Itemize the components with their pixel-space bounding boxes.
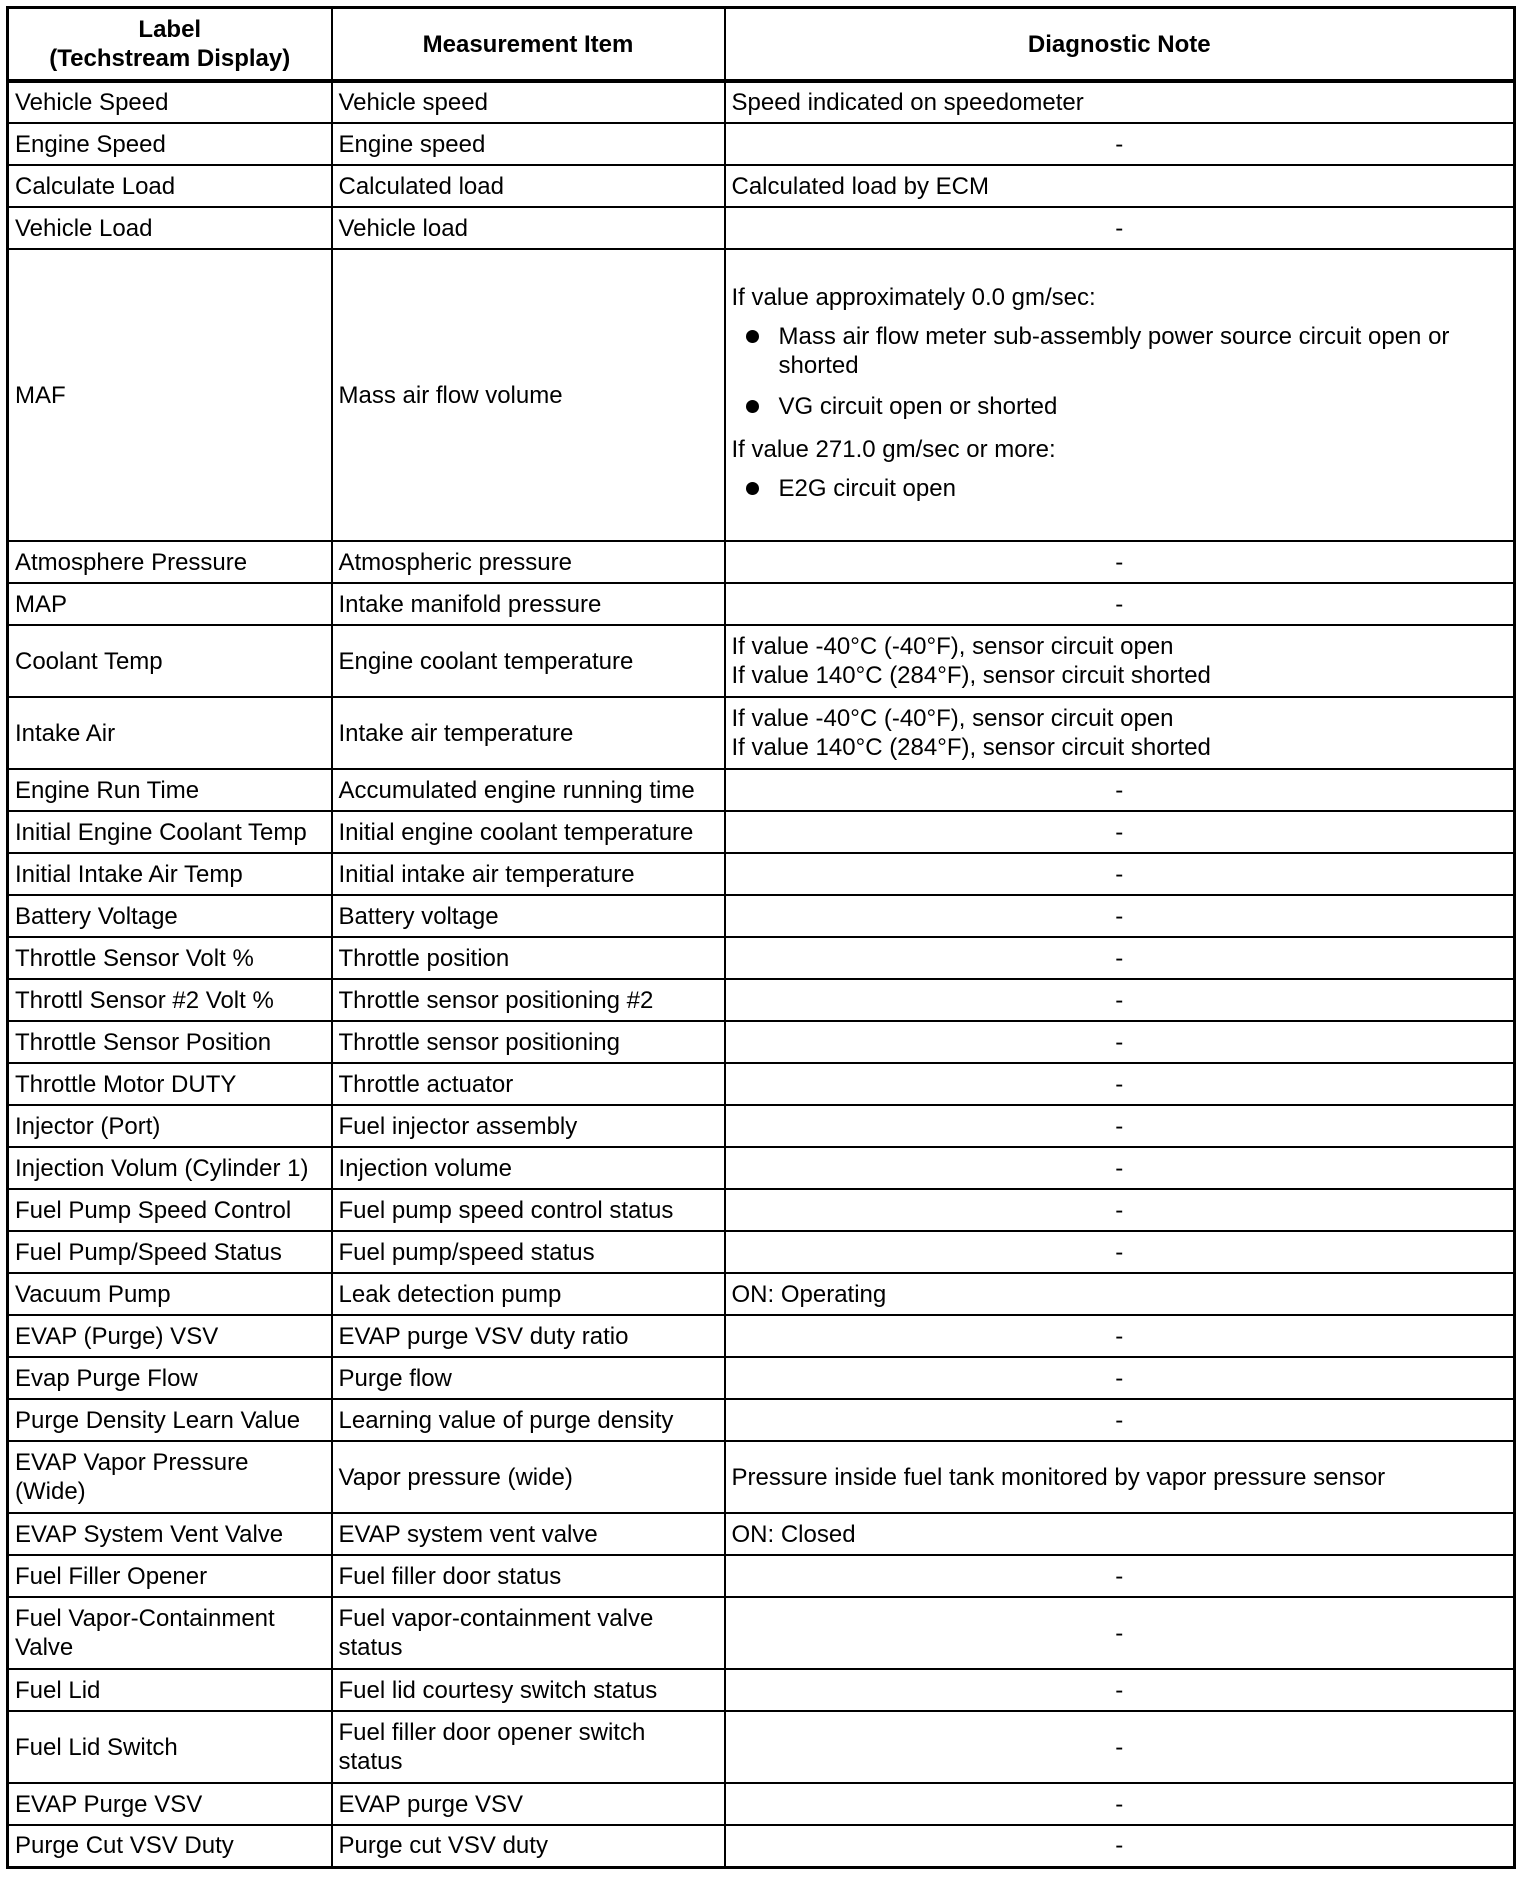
- item-cell: Purge cut VSV duty: [332, 1825, 725, 1867]
- table-row: [8, 1597, 1515, 1669]
- label-cell: Throttle Sensor Volt %: [8, 937, 332, 979]
- header-label: [8, 8, 332, 82]
- bullet-icon: [746, 330, 759, 343]
- label-cell: Coolant Temp: [8, 625, 332, 697]
- label-cell: Engine Speed: [8, 123, 332, 165]
- note-cell: -: [725, 207, 1515, 249]
- note-line: If value -40°C (-40°F), sensor circuit open: [731, 633, 1174, 660]
- table-row: [8, 811, 1515, 853]
- item-cell: Vapor pressure (wide): [332, 1441, 725, 1513]
- table-row: [8, 895, 1515, 937]
- item-cell: Accumulated engine running time: [332, 769, 725, 811]
- table-row: [8, 1555, 1515, 1597]
- label-line: EVAP Vapor Pressure: [15, 1449, 249, 1476]
- note-line: If value 140°C (284°F), sensor circuit shorted: [731, 662, 1211, 689]
- label-cell: EVAP (Purge) VSV: [8, 1315, 332, 1357]
- label-cell: Battery Voltage: [8, 895, 332, 937]
- note-cell: Speed indicated on speedometer: [725, 81, 1515, 123]
- label-cell: Throttle Motor DUTY: [8, 1063, 332, 1105]
- note-cell: [725, 249, 1515, 541]
- maf-condition-high: If value 271.0 gm/sec or more:: [731, 436, 1056, 463]
- note-cell: [725, 697, 1515, 769]
- header-label-line1: Label: [138, 16, 202, 43]
- note-cell: -: [725, 1825, 1515, 1867]
- bullet-text: VG circuit open or shorted: [778, 393, 1058, 420]
- note-line: If value -40°C (-40°F), sensor circuit open: [731, 705, 1174, 732]
- table-row: [8, 207, 1515, 249]
- item-cell: Learning value of purge density: [332, 1399, 725, 1441]
- label-cell: Atmosphere Pressure: [8, 541, 332, 583]
- table-row: [8, 979, 1515, 1021]
- item-cell: EVAP system vent valve: [332, 1513, 725, 1555]
- table-header-row: [8, 8, 1515, 82]
- item-cell: Throttle sensor positioning #2: [332, 979, 725, 1021]
- note-cell: Pressure inside fuel tank monitored by vapor pressure sensor: [725, 1441, 1515, 1513]
- item-cell: Throttle sensor positioning: [332, 1021, 725, 1063]
- label-cell: EVAP Purge VSV: [8, 1783, 332, 1825]
- item-cell: Throttle actuator: [332, 1063, 725, 1105]
- table-row: [8, 1189, 1515, 1231]
- note-cell: -: [725, 1105, 1515, 1147]
- note-cell: -: [725, 1021, 1515, 1063]
- item-cell: Calculated load: [332, 165, 725, 207]
- note-line: If value 140°C (284°F), sensor circuit shorted: [731, 734, 1211, 761]
- note-cell: -: [725, 1147, 1515, 1189]
- note-cell: -: [725, 583, 1515, 625]
- note-cell: -: [725, 1189, 1515, 1231]
- list-item: [746, 322, 1508, 380]
- table-row: [8, 1441, 1515, 1513]
- label-cell: [8, 1441, 332, 1513]
- table-row: [8, 81, 1515, 123]
- label-cell: Fuel Pump Speed Control: [8, 1189, 332, 1231]
- table-row: [8, 1711, 1515, 1783]
- item-cell: [332, 1711, 725, 1783]
- table-row: [8, 697, 1515, 769]
- item-cell: EVAP purge VSV duty ratio: [332, 1315, 725, 1357]
- table-row: [8, 937, 1515, 979]
- item-cell: Fuel injector assembly: [332, 1105, 725, 1147]
- note-cell: -: [725, 979, 1515, 1021]
- note-cell: -: [725, 811, 1515, 853]
- label-cell: Vehicle Speed: [8, 81, 332, 123]
- table-row: [8, 625, 1515, 697]
- table-row: [8, 1357, 1515, 1399]
- label-cell: Evap Purge Flow: [8, 1357, 332, 1399]
- item-line: status: [338, 1748, 403, 1775]
- label-cell: Purge Cut VSV Duty: [8, 1825, 332, 1867]
- item-cell: Vehicle load: [332, 207, 725, 249]
- header-diagnostic-note: Diagnostic Note: [725, 8, 1515, 82]
- label-cell: Fuel Lid: [8, 1669, 332, 1711]
- table-row: [8, 1315, 1515, 1357]
- label-cell: [8, 1597, 332, 1669]
- table-row: [8, 1783, 1515, 1825]
- label-cell: Throttl Sensor #2 Volt %: [8, 979, 332, 1021]
- item-cell: Intake manifold pressure: [332, 583, 725, 625]
- note-cell: -: [725, 541, 1515, 583]
- item-line: status: [338, 1634, 403, 1661]
- label-cell: Calculate Load: [8, 165, 332, 207]
- label-cell: Fuel Lid Switch: [8, 1711, 332, 1783]
- table-row: [8, 1273, 1515, 1315]
- item-cell: Leak detection pump: [332, 1273, 725, 1315]
- label-cell: Vacuum Pump: [8, 1273, 332, 1315]
- note-cell: [725, 625, 1515, 697]
- note-cell: -: [725, 853, 1515, 895]
- header-label-line2: (Techstream Display): [49, 45, 291, 72]
- note-cell: -: [725, 1711, 1515, 1783]
- table-row: [8, 1105, 1515, 1147]
- note-cell: -: [725, 1669, 1515, 1711]
- item-cell: Atmospheric pressure: [332, 541, 725, 583]
- label-line: Fuel Vapor-Containment: [15, 1605, 275, 1632]
- table-row: [8, 1825, 1515, 1867]
- label-cell: MAP: [8, 583, 332, 625]
- diagnostic-table-container: [6, 6, 1516, 1869]
- item-cell: EVAP purge VSV: [332, 1783, 725, 1825]
- item-cell: Initial engine coolant temperature: [332, 811, 725, 853]
- note-cell: -: [725, 895, 1515, 937]
- table-row: [8, 853, 1515, 895]
- label-cell: Initial Engine Coolant Temp: [8, 811, 332, 853]
- list-item: [746, 392, 1508, 421]
- item-cell: Initial intake air temperature: [332, 853, 725, 895]
- table-row: [8, 1513, 1515, 1555]
- table-row-maf: [8, 249, 1515, 541]
- note-cell: Calculated load by ECM: [725, 165, 1515, 207]
- table-row: [8, 123, 1515, 165]
- item-cell: Engine speed: [332, 123, 725, 165]
- label-cell: Vehicle Load: [8, 207, 332, 249]
- header-measurement-item: Measurement Item: [332, 8, 725, 82]
- item-cell: Engine coolant temperature: [332, 625, 725, 697]
- note-cell: ON: Operating: [725, 1273, 1515, 1315]
- label-cell: MAF: [8, 249, 332, 541]
- table-row: [8, 583, 1515, 625]
- label-cell: Injector (Port): [8, 1105, 332, 1147]
- table-row: [8, 165, 1515, 207]
- table-row: [8, 769, 1515, 811]
- bullet-text: Mass air flow meter sub-assembly power source circuit open or shorted: [778, 323, 1450, 379]
- maf-condition-low: If value approximately 0.0 gm/sec:: [731, 284, 1096, 311]
- bullet-icon: [746, 482, 759, 495]
- note-cell: -: [725, 1555, 1515, 1597]
- item-cell: Battery voltage: [332, 895, 725, 937]
- item-cell: Fuel filler door status: [332, 1555, 725, 1597]
- item-cell: Throttle position: [332, 937, 725, 979]
- note-cell: -: [725, 937, 1515, 979]
- bullet-icon: [746, 400, 759, 413]
- label-cell: Engine Run Time: [8, 769, 332, 811]
- note-cell: -: [725, 1597, 1515, 1669]
- item-cell: Mass air flow volume: [332, 249, 725, 541]
- item-line: Fuel filler door opener switch: [338, 1719, 646, 1746]
- label-line: Valve: [15, 1634, 74, 1661]
- item-cell: Fuel lid courtesy switch status: [332, 1669, 725, 1711]
- note-cell: -: [725, 1231, 1515, 1273]
- item-line: Fuel vapor-containment valve: [338, 1605, 654, 1632]
- label-cell: Injection Volum (Cylinder 1): [8, 1147, 332, 1189]
- table-row: [8, 1231, 1515, 1273]
- label-cell: Intake Air: [8, 697, 332, 769]
- item-cell: Fuel pump speed control status: [332, 1189, 725, 1231]
- diagnostic-data-table: [6, 6, 1516, 1869]
- label-cell: Initial Intake Air Temp: [8, 853, 332, 895]
- label-cell: EVAP System Vent Valve: [8, 1513, 332, 1555]
- table-row: [8, 1147, 1515, 1189]
- note-cell: ON: Closed: [725, 1513, 1515, 1555]
- label-cell: Fuel Filler Opener: [8, 1555, 332, 1597]
- note-cell: -: [725, 1783, 1515, 1825]
- note-cell: -: [725, 1357, 1515, 1399]
- label-cell: Throttle Sensor Position: [8, 1021, 332, 1063]
- item-cell: Fuel pump/speed status: [332, 1231, 725, 1273]
- table-row: [8, 1021, 1515, 1063]
- table-row: [8, 1669, 1515, 1711]
- note-cell: -: [725, 1063, 1515, 1105]
- note-cell: -: [725, 123, 1515, 165]
- bullet-text: E2G circuit open: [778, 475, 956, 502]
- item-cell: Purge flow: [332, 1357, 725, 1399]
- item-cell: [332, 1597, 725, 1669]
- label-cell: Purge Density Learn Value: [8, 1399, 332, 1441]
- table-row: [8, 541, 1515, 583]
- list-item: [746, 474, 1508, 503]
- item-cell: Injection volume: [332, 1147, 725, 1189]
- label-cell: Fuel Pump/Speed Status: [8, 1231, 332, 1273]
- label-line: (Wide): [15, 1478, 86, 1505]
- item-cell: Intake air temperature: [332, 697, 725, 769]
- note-cell: -: [725, 1315, 1515, 1357]
- table-row: [8, 1399, 1515, 1441]
- maf-note-block: [732, 269, 1508, 521]
- table-row: [8, 1063, 1515, 1105]
- note-cell: -: [725, 1399, 1515, 1441]
- item-cell: Vehicle speed: [332, 81, 725, 123]
- note-cell: -: [725, 769, 1515, 811]
